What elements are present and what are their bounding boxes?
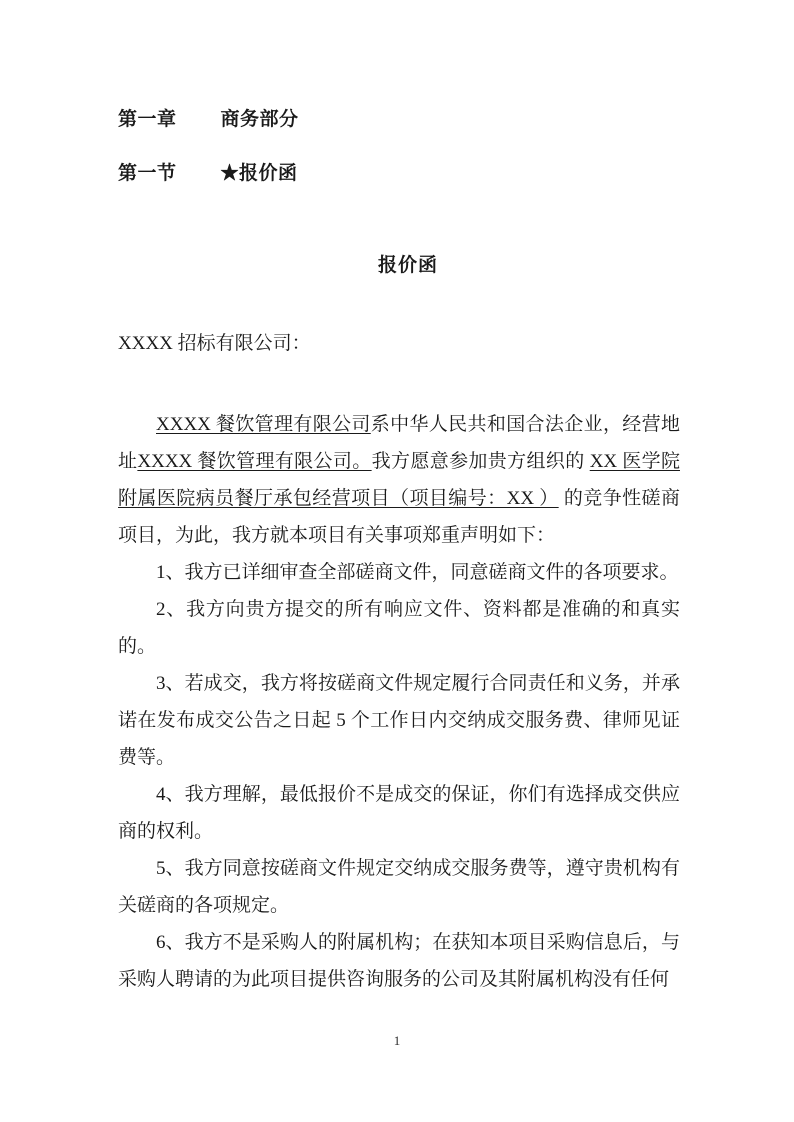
chapter-heading-number: 第一章	[118, 109, 177, 130]
list-item-text: 我方向贵方提交的所有响应文件、资料都是准确的和真实的。	[118, 599, 680, 657]
list-item-number: 5、	[156, 858, 185, 879]
list-item	[118, 850, 680, 924]
section-heading-text: 报价函	[239, 163, 298, 184]
supplier-name-blank-1: XXXX 餐饮管理有限公司	[156, 414, 371, 435]
list-item-text: 我方理解，最低报价不是成交的保证，你们有选择成交供应商的权利。	[118, 784, 680, 842]
body-block	[118, 406, 680, 998]
list-item-number: 2、	[156, 599, 187, 620]
list-item	[118, 665, 680, 776]
project-name-blank: XX 医学院附属医院病员餐厅承包经营项目（项目编号：XX ）	[118, 451, 680, 509]
star-icon: ★	[220, 163, 240, 183]
list-item-number: 1、	[156, 562, 185, 583]
list-item-text: 我方不是采购人的附属机构；在获知本项目采购信息后，与采购人聘请的为此项目提供咨询服务的公司及其附属机构没有任何	[118, 932, 680, 990]
list-item	[118, 554, 680, 591]
salutation: XXXX 招标有限公司：	[118, 333, 311, 354]
list-item-text: 我方同意按磋商文件规定交纳成交服务费等，遵守贵机构有关磋商的各项规定。	[118, 858, 680, 916]
opening-text-2: 我方愿意参加贵方组织的	[371, 451, 590, 472]
page-title: 报价函	[377, 255, 438, 276]
supplier-address-blank: XXXX 餐饮管理有限公司。	[137, 451, 372, 472]
list-item-text: 若成交，我方将按磋商文件规定履行合同责任和义务，并承诺在发布成交公告之日起 5 个工作日内交纳成交服务费、律师见证费等。	[118, 673, 680, 768]
section-heading	[118, 164, 298, 183]
opening-text-3: 的竞争性磋商项目，为此，我方就本项目有关事项郑重声明如下：	[118, 488, 680, 546]
list-item-number: 3、	[156, 673, 185, 694]
opening-text-1: 系中华人民共和国合法企业，经营地址	[118, 414, 680, 472]
list-item	[118, 591, 680, 665]
list-item-text: 我方已详细审查全部磋商文件，同意磋商文件的各项要求。	[184, 562, 679, 583]
list-item	[118, 924, 680, 998]
list-item-number: 4、	[156, 784, 185, 805]
list-item-number: 6、	[156, 932, 185, 953]
list-item	[118, 776, 680, 850]
page-number: 1	[393, 1033, 401, 1048]
chapter-heading-text: 商务部分	[220, 109, 299, 130]
section-heading-number: 第一节	[118, 163, 177, 184]
opening-paragraph	[118, 406, 680, 554]
chapter-heading	[118, 110, 299, 129]
